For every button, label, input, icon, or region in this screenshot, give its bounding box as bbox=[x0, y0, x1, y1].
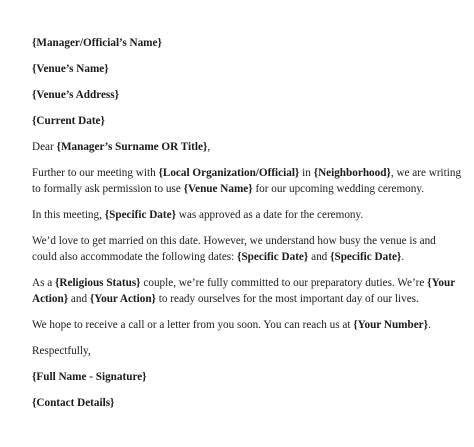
full-name-signature-field: {Full Name - Signature} bbox=[32, 370, 147, 383]
body-paragraph-meeting bbox=[32, 166, 462, 197]
manager-name-line bbox=[32, 36, 462, 52]
text-run: to ready ourselves for the most important day of our lives. bbox=[155, 292, 419, 305]
text-run: We hope to receive a call or a letter from you soon. You can reach us at bbox=[32, 318, 354, 331]
salutation bbox=[32, 140, 462, 156]
text-run: Further to our meeting with bbox=[32, 167, 159, 180]
specific-date-field: {Specific Date} bbox=[104, 209, 176, 222]
your-number-field: {Your Number} bbox=[353, 318, 429, 331]
salutation-suffix: , bbox=[207, 141, 211, 154]
your-action-field-2: {Your Action} bbox=[89, 292, 156, 305]
body-paragraph-contact bbox=[32, 318, 462, 334]
signature-line bbox=[32, 370, 462, 386]
venue-address-line bbox=[32, 88, 462, 104]
text-run: . bbox=[428, 318, 431, 331]
venue-address-field: {Venue’s Address} bbox=[32, 89, 120, 102]
venue-name-line bbox=[32, 62, 462, 78]
text-run: and bbox=[308, 250, 331, 263]
text-run: . bbox=[401, 250, 405, 263]
salutation-prefix: Dear bbox=[32, 141, 57, 154]
neighborhood-field: {Neighborhood} bbox=[313, 167, 391, 180]
text-run: and bbox=[68, 292, 90, 305]
venue-name-inline-field: {Venue Name} bbox=[183, 183, 253, 196]
letter-document bbox=[32, 36, 462, 422]
valediction bbox=[32, 344, 462, 360]
contact-details-field: {Contact Details} bbox=[32, 396, 115, 409]
text-run: As a bbox=[32, 276, 55, 289]
valediction-text: Respectfully, bbox=[32, 344, 91, 357]
text-run: in bbox=[299, 167, 314, 180]
current-date-field: {Current Date} bbox=[32, 115, 105, 128]
alternate-date-field-1: {Specific Date} bbox=[237, 250, 309, 263]
text-run: , we are writing to formally ask permission to use bbox=[32, 167, 462, 196]
contact-details-line bbox=[32, 396, 462, 412]
body-paragraph-alternate-dates bbox=[32, 234, 462, 265]
text-run: for our upcoming wedding ceremony. bbox=[252, 183, 425, 196]
local-organization-field: {Local Organization/Official} bbox=[158, 167, 300, 180]
venue-name-field: {Venue’s Name} bbox=[32, 63, 109, 76]
your-action-field-1: {Your Action} bbox=[32, 276, 455, 305]
religious-status-field: {Religious Status} bbox=[55, 276, 141, 289]
current-date-line bbox=[32, 114, 462, 130]
text-run: was approved as a date for the ceremony. bbox=[175, 209, 364, 222]
text-run: In this meeting, bbox=[32, 209, 105, 222]
text-run: couple, we’re fully committed to our preparatory duties. We’re bbox=[140, 276, 428, 289]
salutation-field: {Manager’s Surname OR Title} bbox=[56, 141, 208, 154]
alternate-date-field-2: {Specific Date} bbox=[330, 250, 402, 263]
body-paragraph-commitment bbox=[32, 276, 462, 307]
manager-name-field: {Manager/Official’s Name} bbox=[32, 37, 162, 49]
body-paragraph-approved-date bbox=[32, 208, 462, 224]
text-run: We’d love to get married on this date. However, we understand how busy the venue is and could also accommodate the following dates: bbox=[32, 235, 436, 263]
